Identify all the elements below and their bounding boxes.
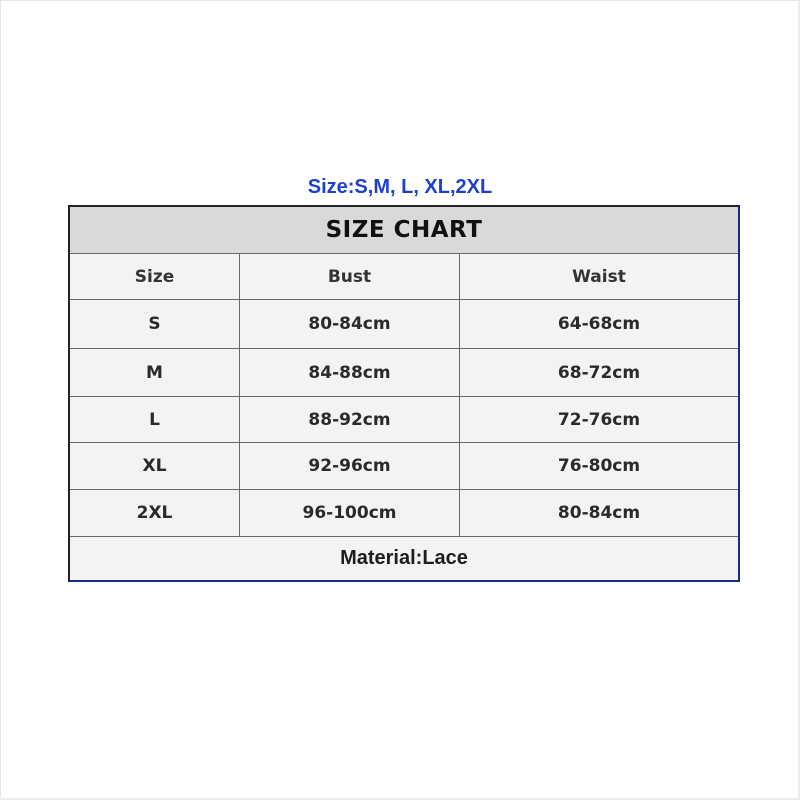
- column-header-bust: Bust: [240, 254, 460, 300]
- size-chart-table: [68, 205, 740, 582]
- row-2xl-size: 2XL: [70, 490, 240, 537]
- row-2xl-bust: 96-100cm: [240, 490, 460, 537]
- row-m-size: M: [70, 349, 240, 397]
- row-l-bust: 88-92cm: [240, 397, 460, 443]
- row-xl-size: XL: [70, 443, 240, 490]
- size-chart-title: SIZE CHART: [70, 207, 738, 254]
- column-header-size: Size: [70, 254, 240, 300]
- row-m-waist: 68-72cm: [460, 349, 738, 397]
- row-2xl-waist: 80-84cm: [460, 490, 738, 537]
- row-m-bust: 84-88cm: [240, 349, 460, 397]
- row-s-waist: 64-68cm: [460, 300, 738, 349]
- image-border-top: [0, 0, 800, 1]
- row-xl-waist: 76-80cm: [460, 443, 738, 490]
- row-l-waist: 72-76cm: [460, 397, 738, 443]
- available-sizes-heading: Size:S,M, L, XL,2XL: [307, 176, 493, 198]
- column-header-waist: Waist: [460, 254, 738, 300]
- row-l-size: L: [70, 397, 240, 443]
- row-s-bust: 80-84cm: [240, 300, 460, 349]
- row-xl-bust: 92-96cm: [240, 443, 460, 490]
- image-border-left: [0, 0, 1, 800]
- row-s-size: S: [70, 300, 240, 349]
- material-note: Material:Lace: [70, 537, 738, 580]
